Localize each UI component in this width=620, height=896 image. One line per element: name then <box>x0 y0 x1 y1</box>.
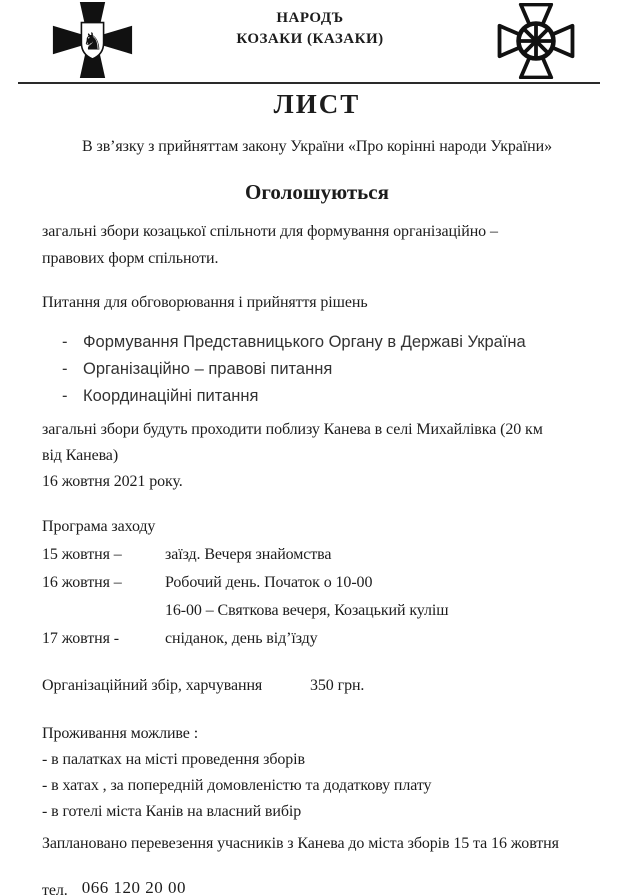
announcement-body <box>42 218 592 272</box>
program-schedule <box>42 541 592 653</box>
fee-amount: 350 грн. <box>310 677 365 694</box>
accommodation-item: - в хатах , за попередній домовленістю та додаткову плату <box>42 777 432 794</box>
announcement-heading: Оголошуються <box>245 180 389 204</box>
schedule-desc: заїзд. Вечеря знайомства <box>165 546 332 563</box>
schedule-date: 15 жовтня – <box>42 546 122 563</box>
location-line: 16 жовтня 2021 року. <box>42 473 183 490</box>
phone-label: тел. <box>42 882 68 896</box>
questions-heading: Питання для обговорювання і прийняття рішень <box>42 294 368 311</box>
intro-line: В зв’язку з прийняттам закону України «Про корінні народи України» <box>82 138 552 155</box>
fee-line <box>42 672 592 699</box>
phone-line <box>42 877 592 896</box>
svg-text:♞: ♞ <box>81 27 104 56</box>
schedule-desc: сніданок, день від’їзду <box>165 630 318 647</box>
program-heading: Програма заходу <box>42 518 156 535</box>
transfer-line: Заплановано перевезення учасників з Канева до міста зборів 15 та 16 жовтня <box>42 835 559 852</box>
location-line: загальні збори будуть проходити поблизу Канева в селі Михайлівка (20 км <box>42 421 543 438</box>
question-item: - Формування Представницького Органу в Державі Україна <box>62 329 592 356</box>
schedule-row <box>42 541 592 569</box>
announcement-body-line: правових форм спільноти. <box>42 250 219 267</box>
org-title-line1: НАРОДЪ <box>276 10 344 26</box>
schedule-date <box>42 597 165 625</box>
phone-number: 066 120 20 00 <box>81 878 186 896</box>
location-paragraph <box>42 417 592 495</box>
document-title: ЛИСТ <box>273 89 361 119</box>
schedule-date: 17 жовтня - <box>42 630 119 647</box>
fee-label: Організаційний збір, харчування <box>42 677 263 694</box>
schedule-row <box>42 625 592 653</box>
questions-list <box>62 329 592 410</box>
schedule-row <box>42 569 592 597</box>
accommodation-heading: Проживання можливе : <box>42 725 199 742</box>
accommodation-item: - в палатках на місті проведення зборів <box>42 751 305 768</box>
schedule-row <box>42 597 592 625</box>
question-item: - Координаційні питання <box>62 383 592 410</box>
location-line: від Канева) <box>42 447 119 464</box>
schedule-desc: Робочий день. Початок о 10-00 <box>165 574 373 591</box>
schedule-desc: 16-00 – Святкова вечеря, Козацький куліш <box>165 602 449 619</box>
question-item: - Організаційно – правові питання <box>62 356 592 383</box>
announcement-body-line: загальні збори козацької спільноти для формування організаційно – <box>42 223 498 240</box>
org-title-line2: КОЗАКИ (КАЗАКИ) <box>236 31 384 47</box>
accommodation-item: - в готелі міста Канів на власний вибір <box>42 803 302 820</box>
schedule-date: 16 жовтня – <box>42 574 122 591</box>
accommodation-list <box>42 747 592 825</box>
